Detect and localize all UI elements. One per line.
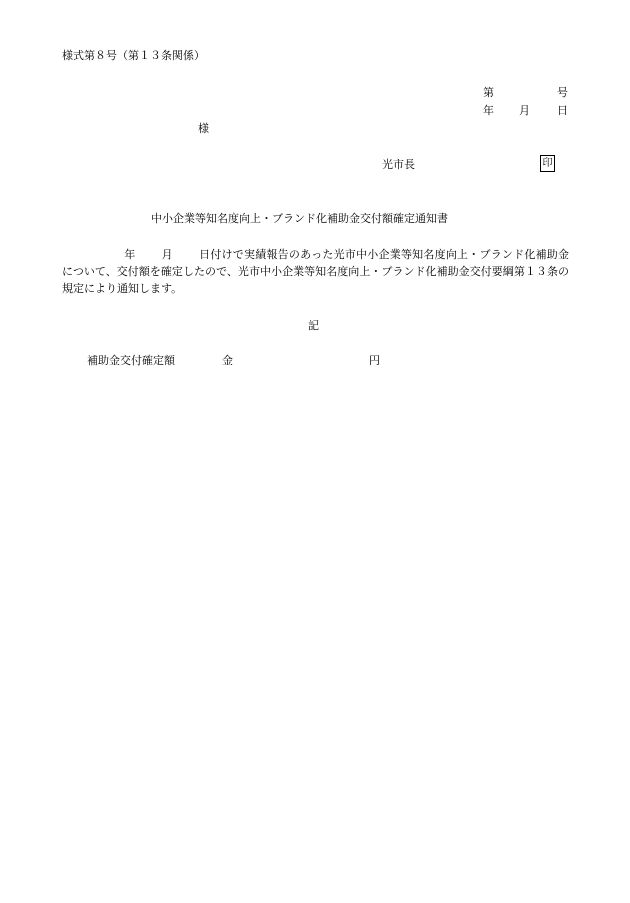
form-number-label: 様式第８号（第１３条関係） (62, 49, 205, 62)
record-heading: 記 (308, 319, 319, 332)
addressee-honorific: 様 (198, 122, 209, 135)
amount-label: 補助金交付確定額 (87, 354, 175, 367)
amount-yen-label: 円 (369, 354, 380, 367)
body-paragraph (62, 246, 569, 297)
document-title: 中小企業等知名度向上・ブランド化補助金交付額確定通知書 (151, 212, 448, 225)
date-year-label: 年 (483, 104, 494, 117)
body-year-label: 年 (124, 248, 136, 261)
document-number-prefix: 第 (483, 86, 494, 99)
body-text: 日付けで実績報告のあった光市中小企業等知名度向上・ブランド化補助金について、交付額を確定したので、光市中小企業等知名度向上・ブランド化補助金交付要綱第１３条の規定により通知します。 (62, 248, 570, 295)
body-month-label: 月 (161, 248, 173, 261)
date-day-label: 日 (557, 104, 568, 117)
seal-stamp: 印 (540, 155, 555, 172)
date-month-label: 月 (519, 104, 530, 117)
sender-name: 光市長 (382, 158, 415, 171)
amount-kin-label: 金 (222, 354, 233, 367)
document-number-suffix: 号 (557, 86, 568, 99)
